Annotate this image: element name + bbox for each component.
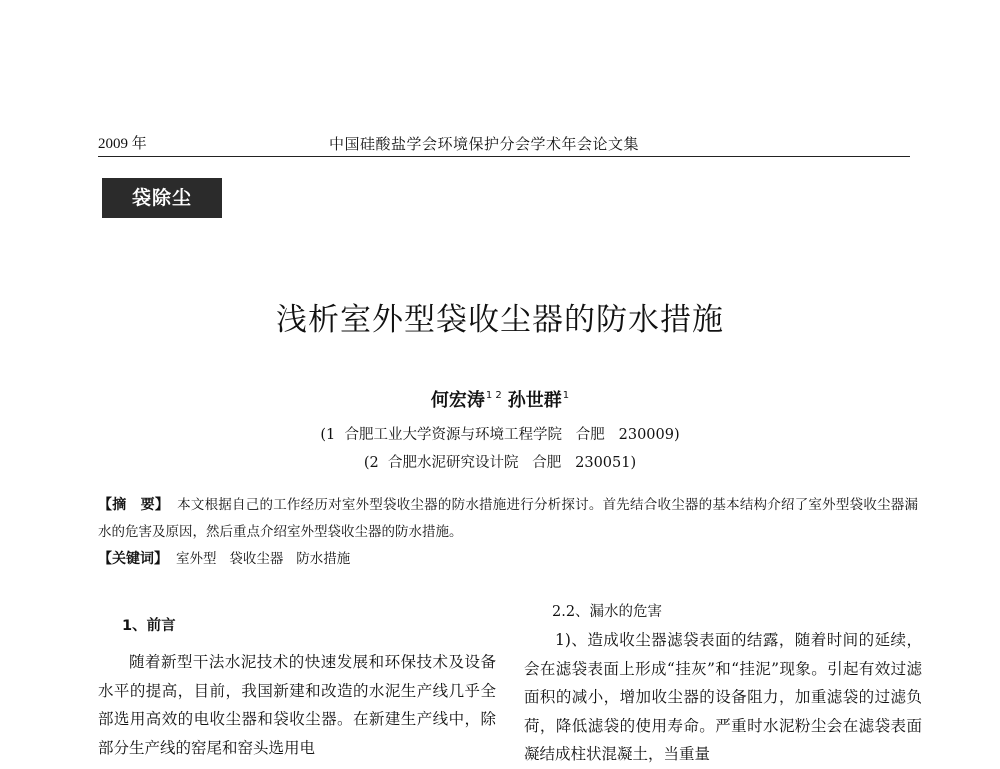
author-affiliation-mark: 1 2 (485, 390, 502, 401)
paper-title: 浅析室外型袋收尘器的防水措施 (276, 302, 724, 338)
abstract-label: 【摘 要】 (98, 497, 170, 513)
author-name: 何宏涛 (430, 390, 485, 411)
running-header (98, 134, 910, 157)
author-name: 孙世群 (507, 390, 562, 411)
header-journal-title: 中国硅酸盐学会环境保护分会学术年会论文集 (329, 135, 640, 153)
affiliation-1: (1 合肥工业大学资源与环境工程学院 合肥 230009) (320, 427, 680, 443)
keywords-label: 【关键词】 (98, 551, 168, 567)
body-paragraph: 1)、造成收尘器滤袋表面的结露，随着时间的延续，会在滤袋表面上形成“挂灰”和“挂泥”现象。引起有效过滤面积的减小，增加收尘器的设备阻力，加重滤袋的过滤负荷，降低滤袋的使用寿命。严重时水泥粉尘会在滤袋表面凝结成柱状混凝土，当重量 (524, 631, 922, 763)
body-paragraph: 随着新型干法水泥技术的快速发展和环保技术及设备水平的提高，目前，我国新建和改造的水泥生产线几乎全部选用高效的电收尘器和袋收尘器。在新建生产线中，除部分生产线的窑尾和窑头选用电 (98, 653, 496, 757)
affiliation-2: (2 合肥水泥研究设计院 合肥 230051) (363, 455, 637, 471)
section-heading: 2.2、漏水的危害 (552, 604, 663, 620)
keywords (98, 546, 918, 573)
abstract (98, 492, 918, 546)
header-year: 2009 年 (98, 136, 147, 152)
abstract-text: 本文根据自己的工作经历对室外型袋收尘器的防水措施进行分析探讨。首先结合收尘器的基本结构介绍了室外型袋收尘器漏水的危害及原因，然后重点介绍室外型袋收尘器的防水措施。 (98, 497, 919, 540)
author-list (0, 388, 1000, 414)
author-affiliation-mark: 1 (562, 390, 570, 401)
section-tag: 袋除尘 (102, 178, 222, 218)
section-heading: 1、前言 (122, 618, 176, 634)
keywords-list: 室外型 袋收尘器 防水措施 (176, 551, 351, 567)
